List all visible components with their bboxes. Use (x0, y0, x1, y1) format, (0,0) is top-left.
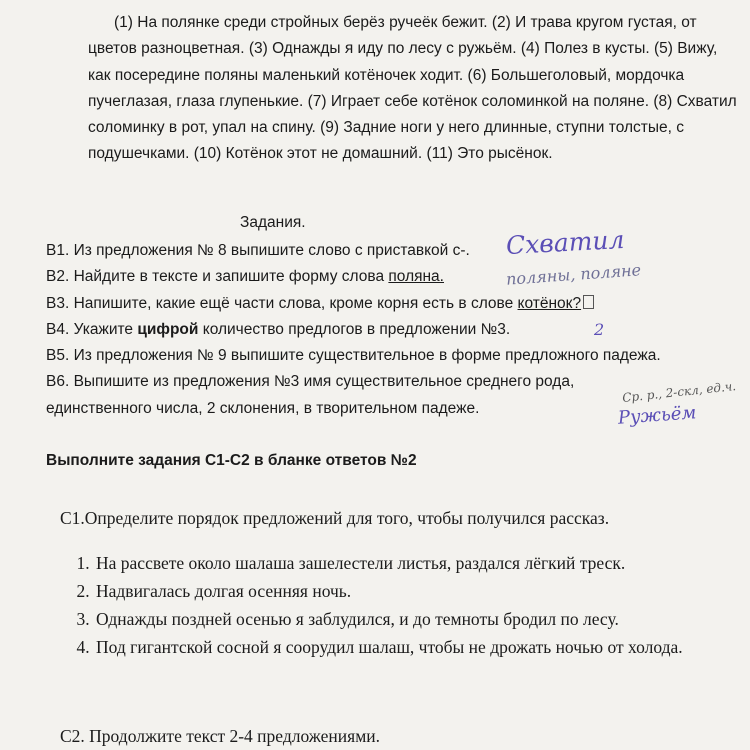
task-b6-text: В6. Выпишите из предложения №3 имя существительное среднего рода, единственного числа, 2 склонения, в творительном падеже. (46, 373, 575, 417)
answer-b6-note-handwritten: Ср. р., 2-скл, ед.ч. (621, 379, 737, 406)
answer-b4-handwritten: 2 (594, 319, 605, 339)
tasks-heading: Задания. (240, 214, 306, 231)
tasks-list (46, 224, 737, 430)
answer-b1-handwritten: Схватил (505, 224, 626, 261)
task-c1: С1.Определите порядок предложений для того, чтобы получился рассказ. (60, 508, 610, 528)
instruction-bold: Выполните задания С1-С2 в бланке ответов №2 (46, 452, 417, 469)
task-b2 (46, 260, 736, 290)
list-item: 1. На рассвете около шалаша зашелестели листья, раздался лёгкий треск. (94, 549, 740, 577)
task-b3-text: В3. Напишите, какие ещё части слова, кроме корня есть в слове (46, 294, 518, 312)
task-b6 (46, 369, 737, 430)
task-b5 (46, 343, 736, 369)
task-b2-word: поляна. (388, 268, 444, 286)
task-b5-text: В5. Из предложения № 9 выпишите существительное в форме предложного падежа. (46, 347, 661, 365)
task-b3-word: котёнок? (517, 294, 582, 312)
task-b4 (46, 317, 736, 343)
answer-b6-handwritten: Ружьём (616, 402, 697, 430)
task-b2-text: В2. Найдите в тексте и запишите форму слова (46, 268, 389, 286)
task-b4-bold: цифрой (137, 320, 199, 338)
list-item: 4. Под гигантской сосной я соорудил шалаш, чтобы не дрожать ночью от холода. (94, 633, 740, 661)
answer-b2-handwritten: поляны, поляне (505, 260, 642, 289)
task-b4-text-post: количество предлогов в предложении №3. (198, 320, 511, 338)
task-c1-section (60, 508, 740, 661)
list-item: 3. Однажды поздней осенью я заблудился, и до темноты бродил по лесу. (94, 605, 740, 633)
task-b4-text-pre: В4. Укажите (46, 320, 138, 338)
task-b1-text: В1. Из предложения № 8 выпишите слово с приставкой с-. (46, 242, 470, 259)
task-b3 (46, 291, 736, 317)
list-item: 2. Надвигалась долгая осенняя ночь. (94, 577, 740, 605)
sentence-list (60, 549, 740, 661)
task-c2: С2. Продолжите текст 2-4 предложениями. (60, 726, 381, 746)
reading-passage: (1) На полянке среди стройных берёз ручеёк бежит. (2) И трава кругом густая, от цветов разноцветная. (3) Однажды я иду по лесу с ружьём. (4) Полез в кусты. (5) Вижу, как посередине поляны маленький котёночек ходит. (6) Большеголовый, мордочка пучеглазая, глаза глупенькие. (7) Играет себе котёнок соломинкой на поляне. (8) Схватил соломинку в рот, упал на спину. (9) Задние ноги у него длинные, ступни толстые, с подушечками. (10) Котёнок этот не домашний. (11) Это рысёнок. (88, 14, 737, 163)
suffix-mark-icon (583, 295, 594, 309)
